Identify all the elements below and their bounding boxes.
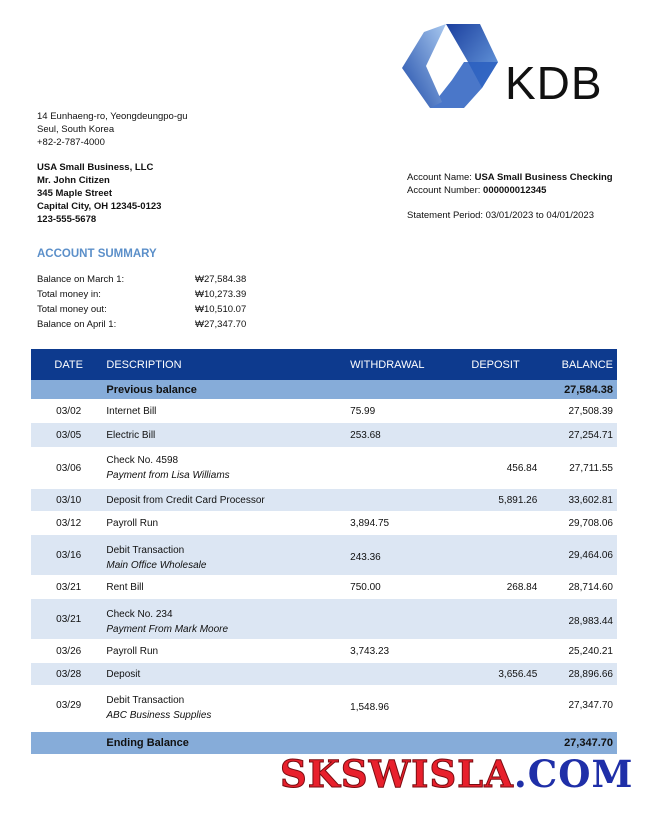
previous-balance-row: Previous balance 27,584.38: [31, 380, 617, 399]
header-description: DESCRIPTION: [106, 349, 350, 380]
table-header: [31, 349, 617, 380]
summary-title: ACCOUNT SUMMARY: [37, 248, 157, 260]
account-number: Account Number: 000000012345: [407, 185, 547, 196]
table-row: 03/29 Debit Transaction ABC Business Supplies 1,548.96 27,347.70: [31, 685, 617, 725]
header-withdrawal: WITHDRAWAL: [350, 349, 454, 380]
transactions-table: [31, 349, 617, 754]
customer-address: [37, 161, 161, 226]
watermark: [280, 752, 633, 796]
table-row: 03/28 Deposit 3,656.45 28,896.66: [31, 663, 617, 685]
summary-row: Total money in: ₩10,273.39: [37, 289, 247, 300]
header-balance: BALANCE: [537, 349, 617, 380]
account-info: [407, 171, 613, 222]
table-row: 03/21 Check No. 234 Payment From Mark Moore 28,983.44: [31, 599, 617, 639]
address-line: 14 Eunhaeng-ro, Yeongdeungpo-gu: [37, 111, 188, 122]
customer-line: Capital City, OH 12345-0123: [37, 201, 162, 212]
ending-balance-row: Ending Balance 27,347.70: [31, 732, 617, 754]
table-row: 03/26 Payroll Run 3,743.23 25,240.21: [31, 639, 617, 663]
table-row: 03/16 Debit Transaction Main Office Wholesale 243.36 29,464.06: [31, 535, 617, 575]
bank-logo-text: KDB: [505, 57, 603, 109]
account-name: Account Name: USA Small Business Checking: [407, 172, 613, 183]
customer-line: Mr. John Citizen: [37, 175, 110, 186]
statement-period: Statement Period: 03/01/2023 to 04/01/2023: [407, 210, 594, 221]
summary-row: Total money out: ₩10,510.07: [37, 304, 247, 315]
customer-line: 345 Maple Street: [37, 188, 112, 199]
kdb-logo-icon: [398, 22, 508, 112]
watermark-part2: .COM: [513, 752, 634, 796]
header-date: DATE: [31, 349, 106, 380]
watermark-part1: SKSWISLA: [280, 752, 514, 796]
header-deposit: DEPOSIT: [454, 349, 538, 380]
table-row: 03/02 Internet Bill 75.99 27,508.39: [31, 399, 617, 423]
table-row: 03/05 Electric Bill 253.68 27,254.71: [31, 423, 617, 447]
customer-line: USA Small Business, LLC: [37, 162, 154, 173]
table-row: 03/10 Deposit from Credit Card Processor 5,891.26 33,602.81: [31, 489, 617, 511]
account-summary: [37, 273, 246, 333]
table-row: 03/21 Rent Bill 750.00 268.84 28,714.60: [31, 575, 617, 599]
bank-address: [37, 110, 188, 149]
summary-row: Balance on March 1: ₩27,584.38: [37, 274, 247, 285]
table-row: 03/06 Check No. 4598 Payment from Lisa Williams 456.84 27,711.55: [31, 447, 617, 489]
address-line: Seul, South Korea: [37, 124, 115, 135]
summary-row: Balance on April 1: ₩27,347.70: [37, 319, 247, 330]
table-row: 03/12 Payroll Run 3,894.75 29,708.06: [31, 511, 617, 535]
customer-line: 123-555-5678: [37, 214, 97, 225]
address-line: +82-2-787-4000: [37, 137, 105, 148]
